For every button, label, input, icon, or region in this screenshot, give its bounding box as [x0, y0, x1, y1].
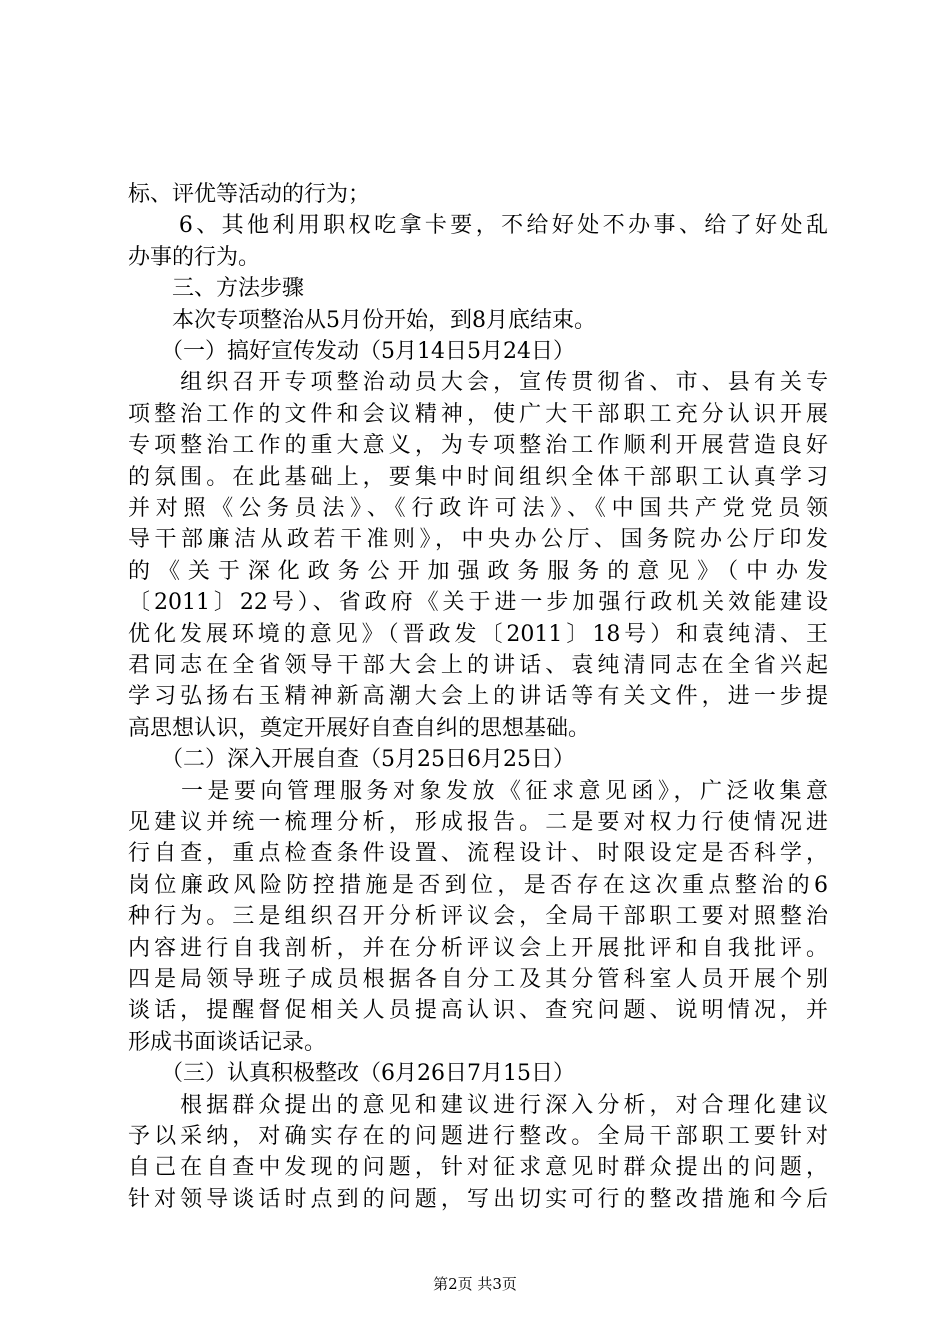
- text-line: 组织召开专项整治动员大会，宣传贯彻省、市、县有关专: [128, 370, 828, 396]
- text-line: 种行为。三是组织召开分析评议会，全局干部职工要对照整治: [128, 904, 828, 930]
- text-line: 项整治工作的文件和会议精神，使广大干部职工充分认识开展: [128, 401, 828, 427]
- text-line: 优化发展环境的意见》（晋政发〔2011〕18号）和袁纯清、王: [128, 621, 828, 647]
- text-line: （一）搞好宣传发动（5月14日5月24日）: [128, 339, 575, 364]
- text-line: 一是要向管理服务对象发放《征求意见函》，广泛收集意: [128, 778, 828, 804]
- text-line: 君同志在全省领导干部大会上的讲话、袁纯清同志在全省兴起: [128, 653, 828, 678]
- text-line: 标、评优等活动的行为；: [128, 182, 371, 207]
- text-line: 〔2011〕22号）、省政府《关于进一步加强行政机关效能建设: [128, 590, 828, 616]
- text-line: 见建议并统一梳理分析，形成报告。二是要对权力行使情况进: [128, 810, 828, 835]
- text-line: 岗位廉政风险防控措施是否到位，是否存在这次重点整治的6: [128, 872, 828, 898]
- text-line: 专项整治工作的重大意义，为专项整治工作顺利开展营造良好: [128, 433, 828, 459]
- text-line: 高思想认识，奠定开展好自查自纠的思想基础。: [128, 715, 591, 741]
- text-line: 谈话，提醒督促相关人员提高认识、查究问题、说明情况，并: [128, 998, 828, 1024]
- text-line: 内容进行自我剖析，并在分析评议会上开展批评和自我批评。: [128, 935, 828, 961]
- text-line: 办事的行为。: [128, 244, 261, 270]
- text-line: 的《关于深化政务公开加强政务服务的意见》（中办发: [128, 558, 828, 584]
- text-line: 本次专项整治从5月份开始，到8月底结束。: [128, 307, 596, 333]
- text-line: 6、其他利用职权吃拿卡要，不给好处不办事、给了好处乱: [128, 213, 828, 239]
- text-line: 的氛围。在此基础上，要集中时间组织全体干部职工认真学习: [128, 464, 828, 490]
- text-line: 四是局领导班子成员根据各自分工及其分管科室人员开展个别: [128, 967, 828, 992]
- text-line: 导干部廉洁从政若干准则》，中央办公厅、国务院办公厅印发: [128, 527, 828, 553]
- text-line: 自己在自查中发现的问题，针对征求意见时群众提出的问题，: [128, 1155, 828, 1181]
- text-line: 行自查，重点检查条件设置、流程设计、时限设定是否科学，: [128, 841, 828, 867]
- text-line: 形成书面谈话记录。: [128, 1029, 327, 1055]
- page-footer: 第2页 共3页: [433, 1275, 517, 1293]
- text-line: 予以采纳，对确实存在的问题进行整改。全局干部职工要针对: [128, 1124, 828, 1149]
- text-line: 根据群众提出的意见和建议进行深入分析，对合理化建议: [128, 1092, 828, 1118]
- text-line: 三、方法步骤: [128, 276, 305, 302]
- text-line: （三）认真积极整改（6月26日7月15日）: [128, 1061, 575, 1087]
- text-line: 学习弘扬右玉精神新高潮大会上的讲话等有关文件，进一步提: [128, 684, 828, 710]
- text-line: 针对领导谈话时点到的问题，写出切实可行的整改措施和今后: [128, 1186, 828, 1212]
- text-line: （二）深入开展自查（5月25日6月25日）: [128, 747, 575, 773]
- text-line: 并对照《公务员法》、《行政许可法》、《中国共产党党员领: [128, 496, 828, 521]
